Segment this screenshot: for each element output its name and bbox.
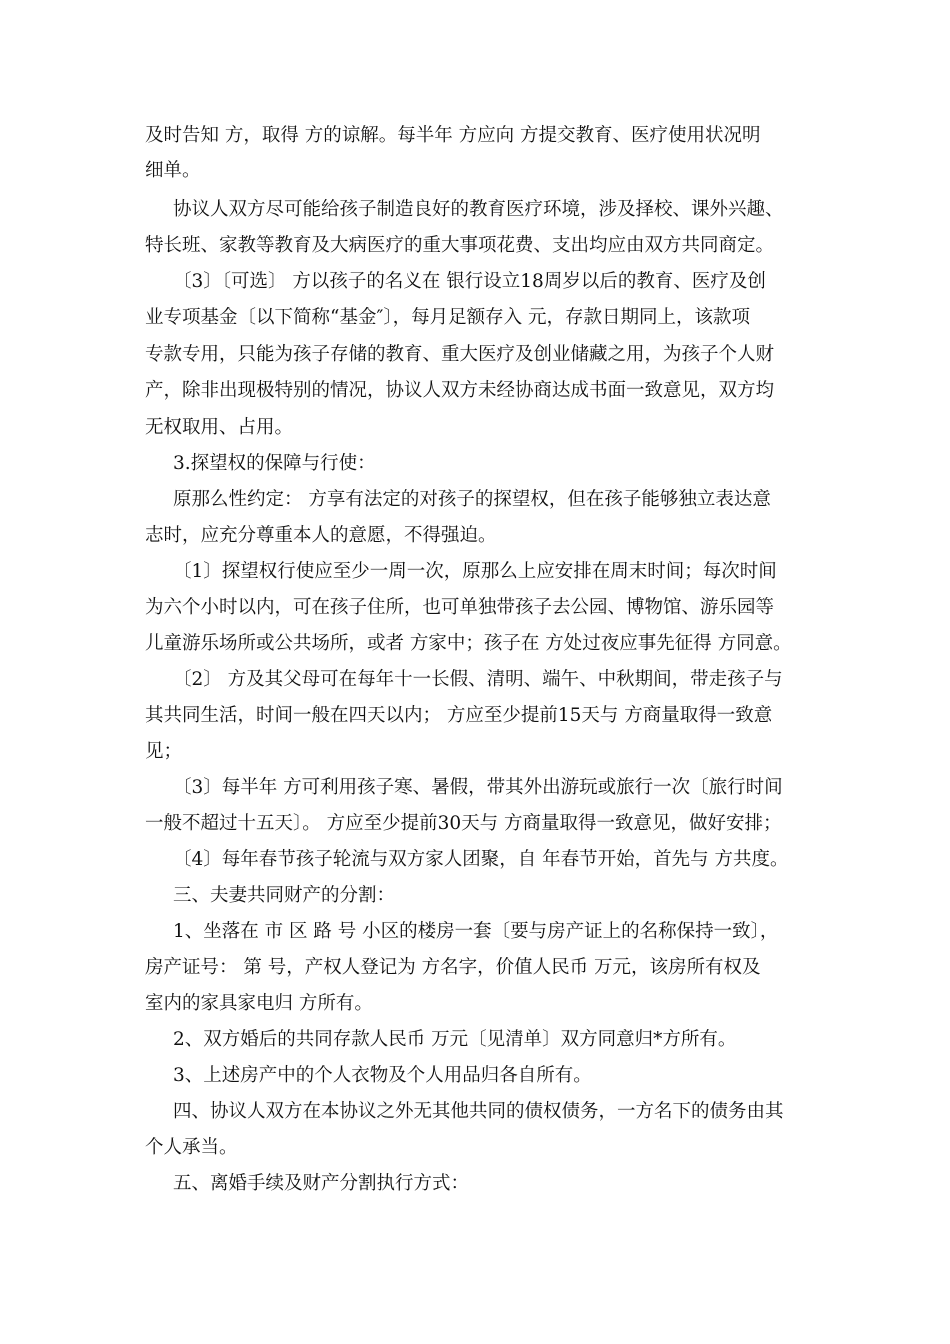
text-line: 及时告知 方，取得 方的谅解。每半年 方应向 方提交教育、医疗使用状况明: [145, 125, 761, 146]
text-line: 五、离婚手续及财产分割执行方式：: [173, 1173, 470, 1194]
text-line: 〔1〕探望权行使应至少一周一次，原那么上应安排在周末时间；每次时间: [173, 561, 777, 582]
text-line: 特长班、家教等教育及大病医疗的重大事项花费、支出均应由双方共同商定。: [145, 235, 775, 256]
text-line: 其共同生活，时间一般在四天以内； 方应至少提前15天与 方商量取得一致意: [145, 705, 773, 726]
text-line: 房产证号： 第 号，产权人登记为 方名字，价值人民币 万元，该房所有权及: [145, 957, 761, 978]
text-line: 原那么性约定： 方享有法定的对孩子的探望权，但在孩子能够独立表达意: [173, 489, 771, 510]
text-line: 3.探望权的保障与行使：: [173, 453, 376, 474]
text-line: 儿童游乐场所或公共场所，或者 方家中；孩子在 方处过夜应事先征得 方同意。: [145, 633, 792, 654]
text-line: 一般不超过十五天〕。 方应至少提前30天与 方商量取得一致意见，做好安排；: [145, 813, 782, 834]
text-line: 〔2〕 方及其父母可在每年十一长假、清明、端午、中秋期间，带走孩子与: [173, 669, 783, 690]
text-line: 室内的家具家电归 方所有。: [145, 993, 373, 1014]
text-line: 〔3〕〔可选〕 方以孩子的名义在 银行设立18周岁以后的教育、医疗及创: [173, 271, 766, 292]
text-line: 细单。: [145, 160, 201, 181]
text-line: 个人承当。: [145, 1137, 238, 1158]
text-line: 〔3〕每半年 方可利用孩子寒、暑假，带其外出游玩或旅行一次〔旅行时间: [173, 777, 783, 798]
text-line: 专款专用，只能为孩子存储的教育、重大医疗及创业储藏之用，为孩子个人财: [145, 344, 775, 365]
text-line: 产，除非出现极特别的情况，协议人双方未经协商达成书面一致意见，双方均: [145, 380, 775, 401]
text-line: 无权取用、占用。: [145, 417, 294, 438]
text-line: 三、夫妻共同财产的分割：: [173, 885, 396, 906]
text-line: 协议人双方尽可能给孩子制造良好的教育医疗环境，涉及择校、课外兴趣、: [173, 199, 784, 220]
text-line: 为六个小时以内，可在孩子住所，也可单独带孩子去公园、博物馆、游乐园等: [145, 597, 775, 618]
text-line: 志时，应充分尊重本人的意愿，不得强迫。: [145, 525, 497, 546]
text-line: 四、协议人双方在本协议之外无其他共同的债权债务，一方名下的债务由其: [173, 1101, 784, 1122]
text-line: 见；: [145, 741, 183, 762]
text-line: 业专项基金〔以下简称“基金″〕，每月足额存入 元，存款日期同上，该款项: [145, 307, 751, 328]
text-line: 1、坐落在 市 区 路 号 小区的楼房一套〔要与房产证上的名称保持一致〕，: [173, 921, 779, 942]
text-line: 3、上述房产中的个人衣物及个人用品归各自所有。: [173, 1065, 592, 1086]
text-line: 2、双方婚后的共同存款人民币 万元〔见清单〕双方同意归*方所有。: [173, 1029, 737, 1050]
text-line: 〔4〕每年春节孩子轮流与双方家人团聚，自 年春节开始，首先与 方共度。: [173, 849, 789, 870]
